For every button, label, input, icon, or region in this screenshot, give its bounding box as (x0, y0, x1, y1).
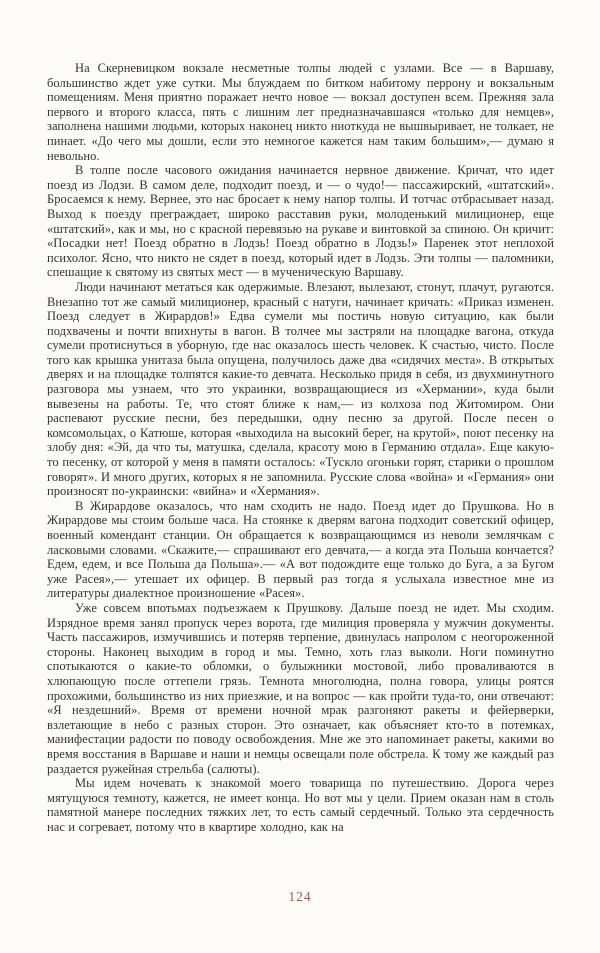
paragraph: В Жирардове оказалось, что нам сходить не надо. Поезд идет до Прушкова. Но в Жирардове мы стоим больше часа. На стоянке к дверям вагона подходит советский офицер, военный комендант станции. Он обращается к возвращающимся из неволи землячкам с ласковыми словами. «Скажите,— спрашивают его девчата,— а когда эта Польша кончается? Едем, едем, и все Польша да Польша».— «А вот подождите еще только до Буга, а за Бугом уже Расея»,— утешает их офицер. В первый раз тогда я услыхала известное мне из литературы диалектное произношение «Расея». (47, 498, 554, 601)
page-number: 124 (288, 889, 312, 904)
page-text (47, 61, 554, 834)
paragraph: В толпе после часового ожидания начинается нервное движение. Кричат, что идет поезд из Лодзи. В самом деле, подходит поезд, и — о чудо!— пассажирский, «штатский». Бросаемся к нему. Вернее, это нас бросает к нему напор толпы. И тотчас отбрасывает назад. Выход к поезду преграждает, широко расставив руки, молоденький милиционер, еще «штатский», как и мы, но с красной перевязью на рукаве и винтовкой за спиною. Он кричит: «Посадки нет! Поезд обратно в Лодзь! Поезд обратно в Лодзь!» Паренек этот неплохой психолог. Ясно, что никто не сядет в поезд, который идет в Лодзь. Эти толпы — паломники, спешащие к святому из святых мест — в мученическую Варшаву. (47, 163, 554, 280)
paragraph: Мы идем ночевать к знакомой моего товарища по путешествию. Дорога через мятущуюся темноту, кажется, не имеет конца. Но вот мы у цели. Прием оказан нам в столь памятной манере последних тяжких лет, то есть самый сердечный. Только эта сердечность нас и согревает, потому что в квартире холодно, как на (47, 776, 554, 834)
paragraph: На Скерневицком вокзале несметные толпы людей с узлами. Все — в Варшаву, большинство ждет уже сутки. Мы блуждаем по битком набитому перрону и вокзальным помещениям. Меня приятно поражает нечто новое — вокзал доступен всем. Прежняя зала первого и второго класса, пять с лишним лет предназначавшаяся «только для немцев», заполнена нашими людьми, которых наконец никто ниоткуда не вышвыривает, не толкает, не пинает. «До чего мы дошли, если это немногое кажется нам таким большим»,— думаю я невольно. (47, 61, 554, 163)
paragraph: Уже совсем впотьмах подъезжаем к Прушкову. Дальше поезд не идет. Мы сходим. Изрядное время занял пропуск через ворота, где милиция проверяла у мужчин документы. Часть пассажиров, измучившись и потеряв терпение, двинулась напролом с неогороженной стороны. Наконец выходим в город и мы. Темно, хоть глаз выколи. Ноги поминутно спотыкаются о какие-то обломки, о булыжники мостовой, либо проваливаются в хлюпающую после оттепели грязь. Темнота многолюдна, полна говора, улицы роятся прохожими, большинство из них приезжие, и на вопрос — как пройти туда-то, они отвечают: «Я нездешний». Время от времени ночной мрак разгоняют ракеты и фейерверки, взлетающие в небо с разных сторон. Это означает, как объясняет кто-то в потемках, манифестации радости по поводу освобождения. Мне же это напоминает ракеты, какими во время восстания в Варшаве и наши и немцы освещали поле обстрела. К тому же каждый раз раздается ружейная стрельба (салюты). (47, 600, 554, 776)
paragraph: Люди начинают метаться как одержимые. Влезают, вылезают, стонут, плачут, ругаются. Внезапно тот же самый милиционер, красный с натуги, начинает кричать: «Приказ изменен. Поезд следует в Жирардов!» Едва сумели мы постичь новую ситуацию, как были подхвачены и почти впихнуты в вагон. В толчее мы застряли на площадке вагона, откуда сумели протиснуться в уборную, где нас оказалось шесть человек. К счастью, чисто. После того как крышка унитаза была опущена, получилось даже два «сидячих места». В открытых дверях и на площадке толпятся какие-то девчата. Несколько придя в себя, из двухминутного разговора мы узнаем, что это украинки, возвращающиеся из «Хермании», куда были вывезены на работы. Те, что стоят ближе к нам,— из колхоза под Житомиром. Они распевают русские песни, без передышки, одну песню за другой. После песен о комсомольцах, о Катюше, которая «выходила на высокий берег, на крутой», поют песенку на злобу дня: «Эй, да что ты, матушка, сделала, красоту мою в Германию отдала». Еще какую-то песенку, от которой у меня в памяти осталось: «Тускло огоньки горят, старики о прошлом говорят». И много других, которых я не запомнила. Русские слова «война» и «Германия» они произносят по-украински: «вийна» и «Хермания». (47, 279, 554, 499)
